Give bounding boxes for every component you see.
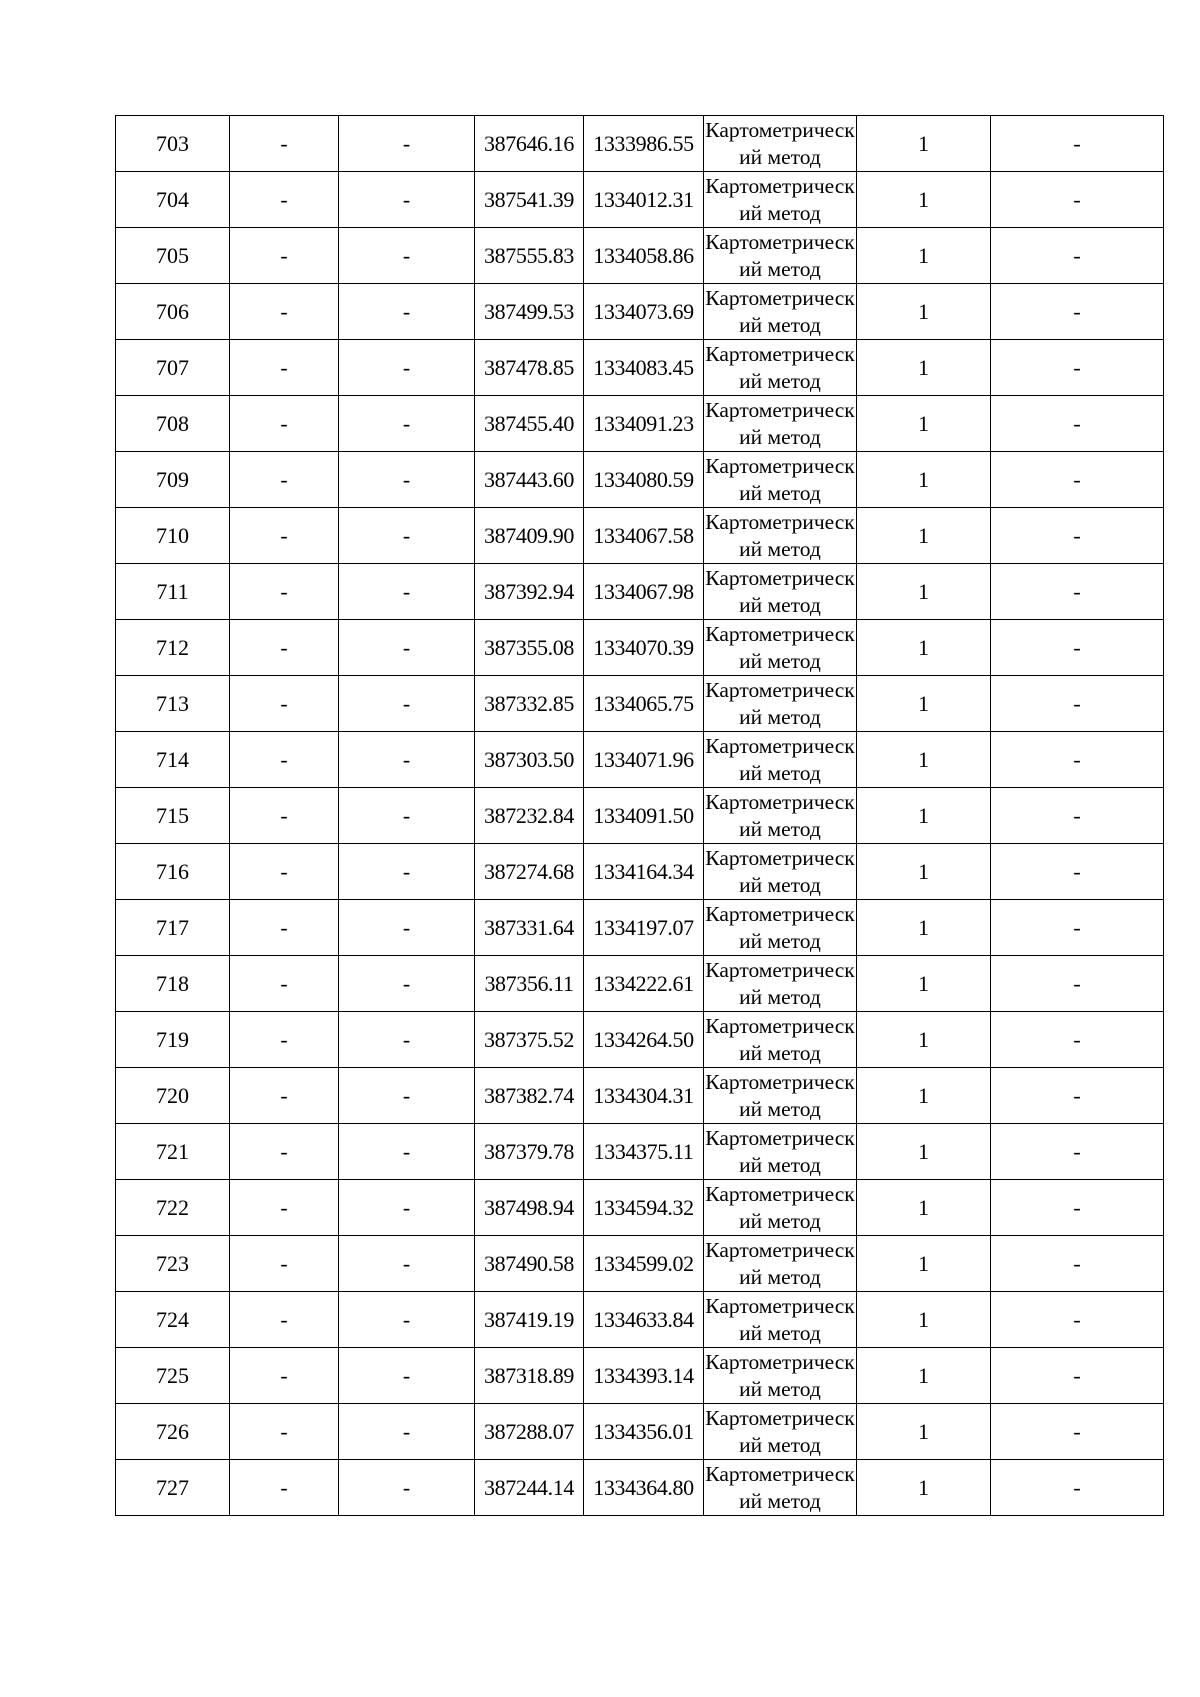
empty-value-cell: -: [339, 620, 475, 676]
empty-value-cell: -: [339, 956, 475, 1012]
method-cell: Картометрический метод: [704, 340, 857, 396]
empty-value-cell: -: [991, 788, 1164, 844]
empty-value-cell: -: [991, 956, 1164, 1012]
y-coordinate-cell: 1334356.01: [584, 1404, 704, 1460]
table-row: [116, 676, 1164, 732]
table-row: [116, 228, 1164, 284]
x-coordinate-cell: 387646.16: [475, 116, 584, 172]
accuracy-cell: 1: [857, 1236, 991, 1292]
method-cell: Картометрический метод: [704, 620, 857, 676]
method-cell: Картометрический метод: [704, 676, 857, 732]
y-coordinate-cell: 1334375.11: [584, 1124, 704, 1180]
method-cell: Картометрический метод: [704, 284, 857, 340]
method-cell: Картометрический метод: [704, 1404, 857, 1460]
y-coordinate-cell: 1334067.98: [584, 564, 704, 620]
x-coordinate-cell: 387382.74: [475, 1068, 584, 1124]
accuracy-cell: 1: [857, 228, 991, 284]
point-number-cell: 719: [116, 1012, 230, 1068]
table-row: [116, 340, 1164, 396]
point-number-cell: 706: [116, 284, 230, 340]
accuracy-cell: 1: [857, 1068, 991, 1124]
point-number-cell: 709: [116, 452, 230, 508]
empty-value-cell: -: [339, 1460, 475, 1516]
empty-value-cell: -: [230, 284, 339, 340]
table-row: [116, 1124, 1164, 1180]
x-coordinate-cell: 387244.14: [475, 1460, 584, 1516]
y-coordinate-cell: 1334091.23: [584, 396, 704, 452]
x-coordinate-cell: 387498.94: [475, 1180, 584, 1236]
empty-value-cell: -: [230, 452, 339, 508]
empty-value-cell: -: [991, 564, 1164, 620]
empty-value-cell: -: [339, 1404, 475, 1460]
table-row: [116, 1068, 1164, 1124]
accuracy-cell: 1: [857, 1180, 991, 1236]
point-number-cell: 708: [116, 396, 230, 452]
accuracy-cell: 1: [857, 1292, 991, 1348]
y-coordinate-cell: 1334222.61: [584, 956, 704, 1012]
accuracy-cell: 1: [857, 900, 991, 956]
accuracy-cell: 1: [857, 116, 991, 172]
point-number-cell: 715: [116, 788, 230, 844]
point-number-cell: 718: [116, 956, 230, 1012]
empty-value-cell: -: [230, 620, 339, 676]
point-number-cell: 710: [116, 508, 230, 564]
method-cell: Картометрический метод: [704, 396, 857, 452]
y-coordinate-cell: 1334393.14: [584, 1348, 704, 1404]
x-coordinate-cell: 387443.60: [475, 452, 584, 508]
accuracy-cell: 1: [857, 1124, 991, 1180]
empty-value-cell: -: [230, 564, 339, 620]
x-coordinate-cell: 387541.39: [475, 172, 584, 228]
point-number-cell: 723: [116, 1236, 230, 1292]
y-coordinate-cell: 1334080.59: [584, 452, 704, 508]
point-number-cell: 720: [116, 1068, 230, 1124]
empty-value-cell: -: [991, 1236, 1164, 1292]
table-row: [116, 172, 1164, 228]
table-row: [116, 116, 1164, 172]
empty-value-cell: -: [230, 116, 339, 172]
x-coordinate-cell: 387318.89: [475, 1348, 584, 1404]
empty-value-cell: -: [339, 1180, 475, 1236]
x-coordinate-cell: 387455.40: [475, 396, 584, 452]
accuracy-cell: 1: [857, 676, 991, 732]
point-number-cell: 717: [116, 900, 230, 956]
point-number-cell: 712: [116, 620, 230, 676]
y-coordinate-cell: 1334071.96: [584, 732, 704, 788]
empty-value-cell: -: [339, 340, 475, 396]
table-row: [116, 564, 1164, 620]
x-coordinate-cell: 387419.19: [475, 1292, 584, 1348]
y-coordinate-cell: 1334594.32: [584, 1180, 704, 1236]
empty-value-cell: -: [339, 732, 475, 788]
y-coordinate-cell: 1334012.31: [584, 172, 704, 228]
empty-value-cell: -: [230, 172, 339, 228]
empty-value-cell: -: [230, 340, 339, 396]
empty-value-cell: -: [339, 508, 475, 564]
empty-value-cell: -: [230, 844, 339, 900]
method-cell: Картометрический метод: [704, 844, 857, 900]
y-coordinate-cell: 1334197.07: [584, 900, 704, 956]
y-coordinate-cell: 1334633.84: [584, 1292, 704, 1348]
empty-value-cell: -: [991, 340, 1164, 396]
method-cell: Картометрический метод: [704, 452, 857, 508]
accuracy-cell: 1: [857, 172, 991, 228]
empty-value-cell: -: [991, 228, 1164, 284]
empty-value-cell: -: [339, 1068, 475, 1124]
table-row: [116, 732, 1164, 788]
x-coordinate-cell: 387355.08: [475, 620, 584, 676]
point-number-cell: 707: [116, 340, 230, 396]
y-coordinate-cell: 1334599.02: [584, 1236, 704, 1292]
y-coordinate-cell: 1334091.50: [584, 788, 704, 844]
empty-value-cell: -: [339, 788, 475, 844]
method-cell: Картометрический метод: [704, 1068, 857, 1124]
point-number-cell: 721: [116, 1124, 230, 1180]
empty-value-cell: -: [230, 396, 339, 452]
method-cell: Картометрический метод: [704, 116, 857, 172]
empty-value-cell: -: [230, 1292, 339, 1348]
point-number-cell: 704: [116, 172, 230, 228]
empty-value-cell: -: [339, 228, 475, 284]
point-number-cell: 714: [116, 732, 230, 788]
empty-value-cell: -: [339, 676, 475, 732]
y-coordinate-cell: 1334070.39: [584, 620, 704, 676]
empty-value-cell: -: [991, 1292, 1164, 1348]
accuracy-cell: 1: [857, 620, 991, 676]
table-row: [116, 956, 1164, 1012]
x-coordinate-cell: 387332.85: [475, 676, 584, 732]
method-cell: Картометрический метод: [704, 900, 857, 956]
empty-value-cell: -: [230, 1460, 339, 1516]
y-coordinate-cell: 1334065.75: [584, 676, 704, 732]
accuracy-cell: 1: [857, 564, 991, 620]
table-row: [116, 620, 1164, 676]
empty-value-cell: -: [339, 1348, 475, 1404]
method-cell: Картометрический метод: [704, 508, 857, 564]
x-coordinate-cell: 387274.68: [475, 844, 584, 900]
table-row: [116, 1236, 1164, 1292]
empty-value-cell: -: [991, 620, 1164, 676]
point-number-cell: 727: [116, 1460, 230, 1516]
empty-value-cell: -: [339, 1236, 475, 1292]
table-row: [116, 396, 1164, 452]
method-cell: Картометрический метод: [704, 788, 857, 844]
x-coordinate-cell: 387409.90: [475, 508, 584, 564]
accuracy-cell: 1: [857, 340, 991, 396]
table-row: [116, 788, 1164, 844]
method-cell: Картометрический метод: [704, 564, 857, 620]
x-coordinate-cell: 387303.50: [475, 732, 584, 788]
empty-value-cell: -: [991, 452, 1164, 508]
empty-value-cell: -: [991, 284, 1164, 340]
x-coordinate-cell: 387555.83: [475, 228, 584, 284]
accuracy-cell: 1: [857, 1012, 991, 1068]
x-coordinate-cell: 387356.11: [475, 956, 584, 1012]
y-coordinate-cell: 1333986.55: [584, 116, 704, 172]
empty-value-cell: -: [991, 732, 1164, 788]
empty-value-cell: -: [339, 396, 475, 452]
point-number-cell: 711: [116, 564, 230, 620]
empty-value-cell: -: [991, 508, 1164, 564]
empty-value-cell: -: [991, 676, 1164, 732]
empty-value-cell: -: [339, 452, 475, 508]
empty-value-cell: -: [339, 1012, 475, 1068]
empty-value-cell: -: [991, 900, 1164, 956]
empty-value-cell: -: [230, 1124, 339, 1180]
y-coordinate-cell: 1334058.86: [584, 228, 704, 284]
accuracy-cell: 1: [857, 1404, 991, 1460]
point-number-cell: 705: [116, 228, 230, 284]
empty-value-cell: -: [991, 1460, 1164, 1516]
table-row: [116, 1404, 1164, 1460]
y-coordinate-cell: 1334164.34: [584, 844, 704, 900]
empty-value-cell: -: [991, 1404, 1164, 1460]
method-cell: Картометрический метод: [704, 1236, 857, 1292]
y-coordinate-cell: 1334083.45: [584, 340, 704, 396]
empty-value-cell: -: [230, 1180, 339, 1236]
method-cell: Картометрический метод: [704, 1348, 857, 1404]
accuracy-cell: 1: [857, 396, 991, 452]
point-number-cell: 724: [116, 1292, 230, 1348]
accuracy-cell: 1: [857, 788, 991, 844]
table-body: [116, 116, 1164, 1516]
point-number-cell: 713: [116, 676, 230, 732]
empty-value-cell: -: [339, 900, 475, 956]
x-coordinate-cell: 387392.94: [475, 564, 584, 620]
empty-value-cell: -: [230, 508, 339, 564]
accuracy-cell: 1: [857, 956, 991, 1012]
empty-value-cell: -: [991, 172, 1164, 228]
method-cell: Картометрический метод: [704, 956, 857, 1012]
empty-value-cell: -: [991, 1068, 1164, 1124]
table-row: [116, 1348, 1164, 1404]
y-coordinate-cell: 1334067.58: [584, 508, 704, 564]
table-row: [116, 284, 1164, 340]
empty-value-cell: -: [991, 1124, 1164, 1180]
point-number-cell: 722: [116, 1180, 230, 1236]
empty-value-cell: -: [339, 284, 475, 340]
x-coordinate-cell: 387288.07: [475, 1404, 584, 1460]
method-cell: Картометрический метод: [704, 732, 857, 788]
empty-value-cell: -: [230, 1236, 339, 1292]
empty-value-cell: -: [230, 1068, 339, 1124]
point-number-cell: 725: [116, 1348, 230, 1404]
x-coordinate-cell: 387331.64: [475, 900, 584, 956]
method-cell: Картометрический метод: [704, 1012, 857, 1068]
method-cell: Картометрический метод: [704, 172, 857, 228]
empty-value-cell: -: [991, 1348, 1164, 1404]
empty-value-cell: -: [339, 844, 475, 900]
table-row: [116, 1460, 1164, 1516]
empty-value-cell: -: [991, 1012, 1164, 1068]
coordinates-table: [115, 115, 1164, 1516]
table-row: [116, 1012, 1164, 1068]
empty-value-cell: -: [339, 1292, 475, 1348]
accuracy-cell: 1: [857, 1348, 991, 1404]
accuracy-cell: 1: [857, 1460, 991, 1516]
empty-value-cell: -: [230, 732, 339, 788]
x-coordinate-cell: 387499.53: [475, 284, 584, 340]
y-coordinate-cell: 1334304.31: [584, 1068, 704, 1124]
empty-value-cell: -: [339, 116, 475, 172]
x-coordinate-cell: 387232.84: [475, 788, 584, 844]
x-coordinate-cell: 387490.58: [475, 1236, 584, 1292]
empty-value-cell: -: [230, 900, 339, 956]
accuracy-cell: 1: [857, 508, 991, 564]
method-cell: Картометрический метод: [704, 228, 857, 284]
empty-value-cell: -: [230, 676, 339, 732]
table-row: [116, 508, 1164, 564]
accuracy-cell: 1: [857, 284, 991, 340]
accuracy-cell: 1: [857, 844, 991, 900]
empty-value-cell: -: [230, 1404, 339, 1460]
method-cell: Картометрический метод: [704, 1292, 857, 1348]
empty-value-cell: -: [339, 564, 475, 620]
method-cell: Картометрический метод: [704, 1460, 857, 1516]
y-coordinate-cell: 1334073.69: [584, 284, 704, 340]
empty-value-cell: -: [230, 956, 339, 1012]
table-row: [116, 900, 1164, 956]
x-coordinate-cell: 387375.52: [475, 1012, 584, 1068]
empty-value-cell: -: [230, 1012, 339, 1068]
empty-value-cell: -: [339, 172, 475, 228]
point-number-cell: 716: [116, 844, 230, 900]
accuracy-cell: 1: [857, 732, 991, 788]
empty-value-cell: -: [991, 844, 1164, 900]
x-coordinate-cell: 387379.78: [475, 1124, 584, 1180]
point-number-cell: 703: [116, 116, 230, 172]
empty-value-cell: -: [991, 116, 1164, 172]
table-row: [116, 1292, 1164, 1348]
empty-value-cell: -: [230, 788, 339, 844]
empty-value-cell: -: [339, 1124, 475, 1180]
point-number-cell: 726: [116, 1404, 230, 1460]
table-row: [116, 844, 1164, 900]
empty-value-cell: -: [991, 1180, 1164, 1236]
empty-value-cell: -: [230, 228, 339, 284]
table-row: [116, 452, 1164, 508]
accuracy-cell: 1: [857, 452, 991, 508]
y-coordinate-cell: 1334264.50: [584, 1012, 704, 1068]
method-cell: Картометрический метод: [704, 1124, 857, 1180]
empty-value-cell: -: [991, 396, 1164, 452]
method-cell: Картометрический метод: [704, 1180, 857, 1236]
y-coordinate-cell: 1334364.80: [584, 1460, 704, 1516]
empty-value-cell: -: [230, 1348, 339, 1404]
x-coordinate-cell: 387478.85: [475, 340, 584, 396]
table-row: [116, 1180, 1164, 1236]
